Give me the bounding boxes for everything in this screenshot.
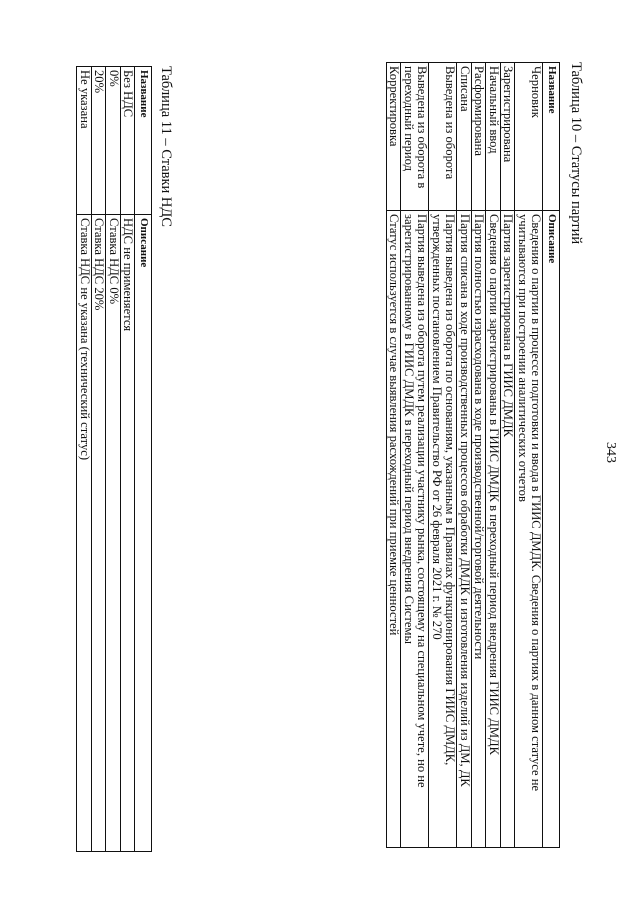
cell-name: 20% [92,67,107,215]
table-11-caption: Таблица 11 – Ставки НДС [158,66,174,227]
table-row [387,63,402,848]
cell-description: Ставка НДС 20% [92,215,107,852]
table-header-row [135,67,152,852]
cell-description: Статус используется в случае выявления расхождений при приемке ценностей [387,211,402,848]
cell-name: Не указана [77,67,92,215]
table-row [515,63,543,848]
cell-description: Партия полностью израсходована в ходе производственной/торговой деятельности [472,211,487,848]
cell-description: Партия выведена из оборота путем реализации участнику рынка, состоящему на специальном учете, но не зарегистрированному в ГИИС ДМДК в переходный период внедрения Системы [401,211,429,848]
cell-description: Ставка НДС не указана (технический статус) [77,215,92,852]
table-11-vat-rates [77,66,153,852]
cell-name: Расформирована [472,63,487,211]
table-row [92,67,107,852]
table-row [472,63,487,848]
cell-description: Ставка НДС 0% [106,215,121,852]
table-header-row [543,63,560,848]
table-row [501,63,516,848]
cell-name: 0% [106,67,121,215]
table-row [401,63,429,848]
cell-description: Сведения о партии в процессе подготовки и ввода в ГИИС ДМДК. Сведения о партиях в данном статусе не учитываются при построении аналитических отчетов [515,211,543,848]
table-10-batch-statuses [386,62,560,848]
table-row [457,63,472,848]
cell-description: НДС не применяется [121,215,136,852]
table-row [486,63,501,848]
column-header-name: Название [135,67,152,215]
table-row [106,67,121,852]
table-row [429,63,457,848]
table-row [121,67,136,852]
cell-name: Черновик [515,63,543,211]
cell-description: Партия зарегистрирована в ГИИС ДМДК [501,211,516,848]
cell-description: Партия выведена из оборота по основаниям, указанным в Правилах функционирования ГИИС ДМДК, утвержденных постановлением Правительство РФ от 26 февраля 2021 г. № 270 [429,211,457,848]
page-number: 343 [603,442,618,463]
column-header-description: Описание [543,211,560,848]
cell-name: Списана [457,63,472,211]
table-10-caption: Таблица 10 – Статусы партий [568,62,584,245]
cell-name: Выведена из оборота в переходный период [401,63,429,211]
cell-name: Зарегистрирована [501,63,516,211]
table-row [77,67,92,852]
cell-name: Без НДС [121,67,136,215]
cell-name: Выведена из оборота [429,63,457,211]
cell-name: Начальный ввод [486,63,501,211]
cell-name: Корректировка [387,63,402,211]
cell-description: Сведения о партии зарегистрированы в ГИИС ДМДК в переходный период внедрения ГИИС ДМДК [486,211,501,848]
column-header-name: Название [543,63,560,211]
cell-description: Партия списана в ходе производственных процессов обработки ДМДК и изготовления изделий из ДМ, ДК [457,211,472,848]
column-header-description: Описание [135,215,152,852]
